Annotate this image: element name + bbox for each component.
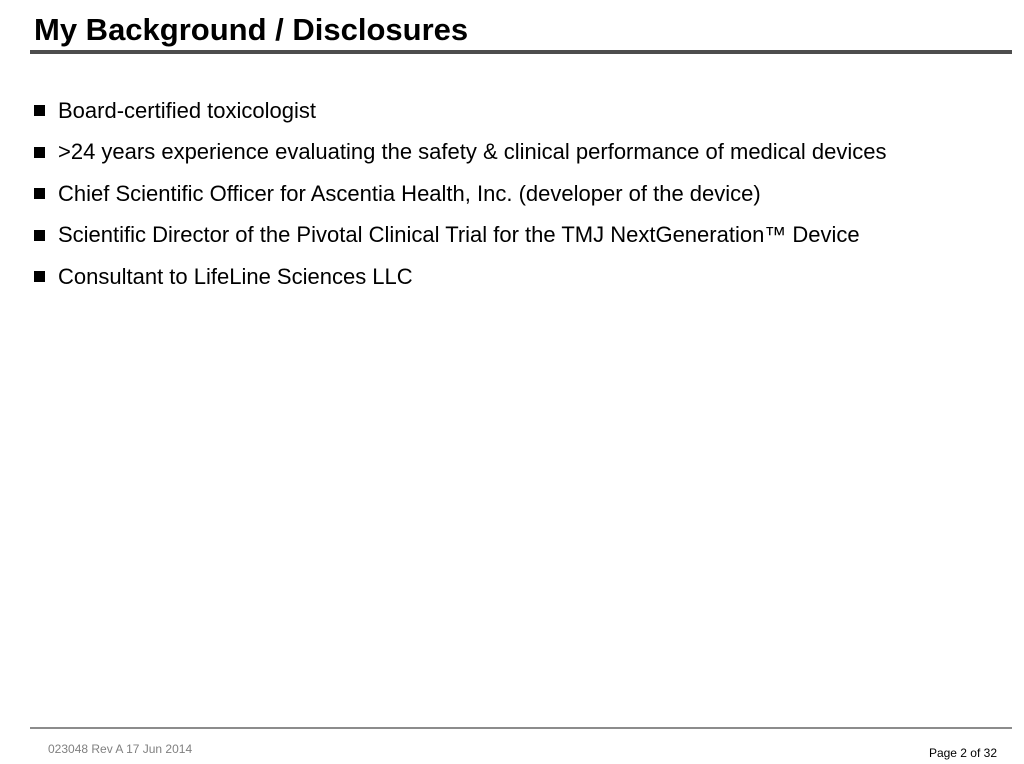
bullet-item xyxy=(34,256,887,298)
bullet-text: Board-certified toxicologist xyxy=(58,97,317,123)
bullet-text: Consultant to LifeLine Sciences LLC xyxy=(58,263,413,289)
page-number: Page 2 of 32 xyxy=(928,746,997,760)
bullet-item xyxy=(34,90,887,132)
square-bullet-icon xyxy=(34,271,45,282)
bullet-text: >24 years experience evaluating the safety & clinical performance of medical devices xyxy=(58,139,887,165)
title-divider xyxy=(30,50,1012,54)
bullet-text: Chief Scientific Officer for Ascentia Health, Inc. (developer of the device) xyxy=(58,180,761,206)
square-bullet-icon xyxy=(34,230,45,241)
square-bullet-icon xyxy=(34,147,45,158)
bullet-item xyxy=(34,173,887,215)
bullet-item xyxy=(34,215,887,257)
document-id: 023048 Rev A 17 Jun 2014 xyxy=(48,742,193,756)
square-bullet-icon xyxy=(34,188,45,199)
footer-divider xyxy=(30,727,1012,729)
bullet-list xyxy=(34,90,887,298)
square-bullet-icon xyxy=(34,105,45,116)
bullet-text: Scientific Director of the Pivotal Clinical Trial for the TMJ NextGeneration™ Device xyxy=(58,222,860,248)
bullet-item xyxy=(34,132,887,174)
slide-title: My Background / Disclosures xyxy=(34,12,469,47)
